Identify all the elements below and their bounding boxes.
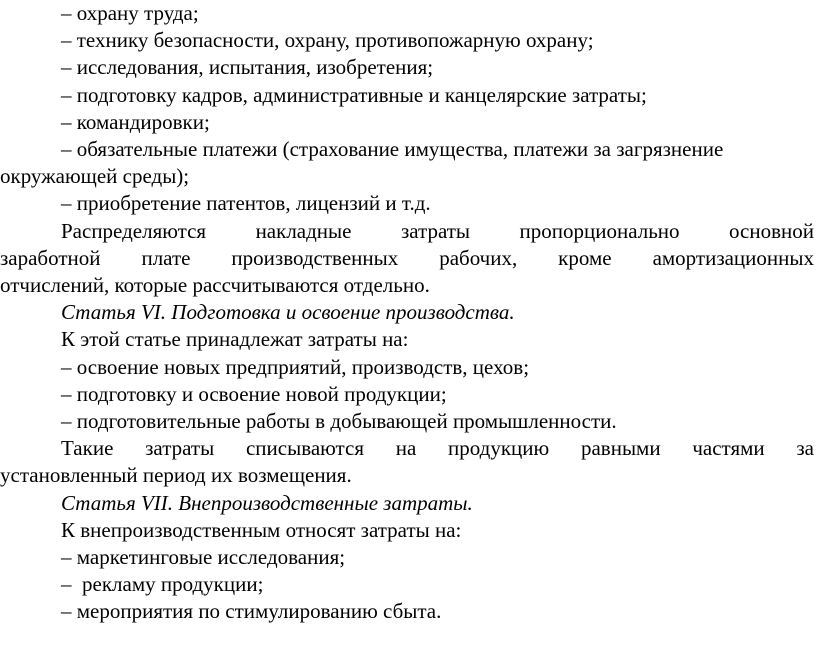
list-item: – подготовку и освоение новой продукции; [61,381,447,406]
writeoff-line-2: установленный период их возмещения. [0,463,352,488]
distribution-paragraph [0,218,816,300]
list-item: – рекламу продукции; [61,572,264,597]
distribution-line-1: Распределяются накладные затраты пропорционально основной [61,218,814,243]
list-item: – освоение новых предприятий, производств, цехов; [61,354,530,379]
writeoff-line-1: Такие затраты списываются на продукцию равными частями за [61,436,814,461]
writeoff-paragraph [0,435,816,489]
payments-line-2: окружающей среды); [0,164,190,189]
list-item: – исследования, испытания, изобретения; [61,55,434,80]
list-item: – мероприятия по стимулированию сбыта. [61,599,442,624]
list-item: – командировки; [61,109,210,134]
list-item: – технику безопасности, охрану, противопожарную охрану; [61,28,594,53]
list-item: – подготовку кадров, административные и канцелярские затраты; [61,82,647,107]
patents-item: – приобретение патентов, лицензий и т.д. [61,191,431,216]
article6-heading: Статья VI. Подготовка и освоение производства. [61,300,515,325]
article6-intro: К этой статье принадлежат затраты на: [61,327,409,352]
distribution-line-3: отчислений, которые рассчитываются отдельно. [0,273,430,298]
list-item: – охрану труда; [61,1,199,25]
payments-item [0,136,816,190]
article7-heading: Статья VII. Внепроизводственные затраты. [61,490,473,515]
list-item: – маркетинговые исследования; [61,545,346,570]
distribution-line-2: заработной плате производственных рабочих, кроме амортизационных [0,245,814,270]
list-item: – подготовительные работы в добывающей промышленности. [61,409,617,434]
payments-line-1: – обязательные платежи (страхование имущества, платежи за загрязнение [61,137,724,162]
article7-intro: К внепроизводственным относят затраты на: [61,517,462,542]
